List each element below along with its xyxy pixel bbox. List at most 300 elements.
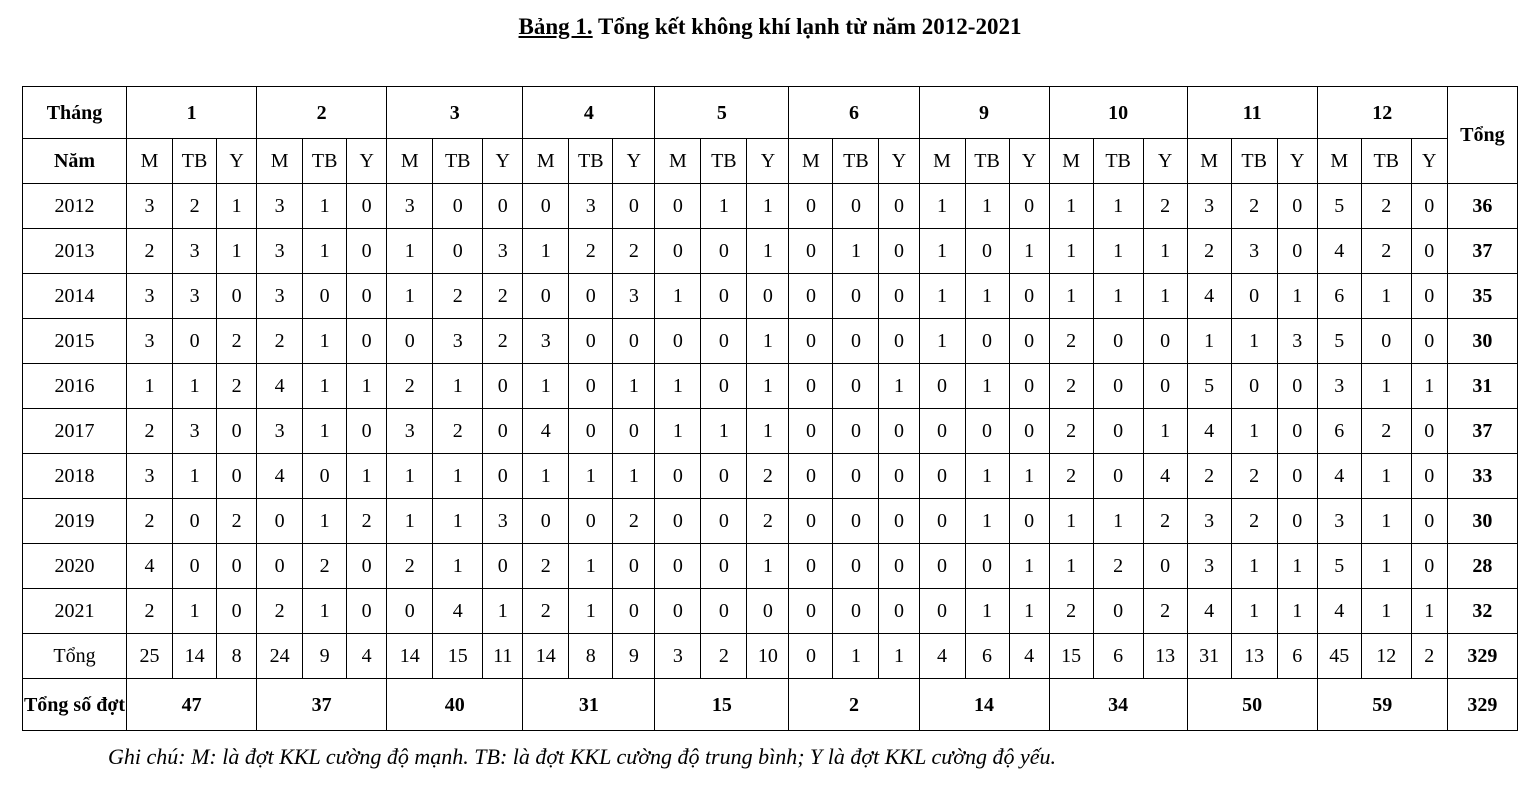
header-row-months [23, 87, 1518, 139]
count-cell: 2 [1361, 409, 1411, 454]
count-cell: 0 [569, 409, 613, 454]
month-count-cell: 37 [257, 679, 387, 731]
count-cell: 0 [747, 274, 789, 319]
sum-cell: 45 [1317, 634, 1361, 679]
sum-cell: 25 [127, 634, 173, 679]
count-cell: 0 [789, 184, 833, 229]
table-row [23, 364, 1518, 409]
sum-cell: 11 [483, 634, 523, 679]
count-cell: 4 [127, 544, 173, 589]
count-cell: 3 [387, 184, 433, 229]
intensity-sub-header: M [127, 139, 173, 184]
month-col-header: 12 [1317, 87, 1447, 139]
count-cell: 2 [433, 409, 483, 454]
count-cell: 0 [655, 319, 701, 364]
count-cell: 3 [127, 454, 173, 499]
count-cell: 3 [257, 274, 303, 319]
month-count-cell: 59 [1317, 679, 1447, 731]
caption-title: Tổng kết không khí lạnh từ năm 2012-2021 [592, 14, 1022, 39]
count-cell: 1 [747, 229, 789, 274]
month-count-cell: 50 [1187, 679, 1317, 731]
count-cell: 2 [387, 544, 433, 589]
sum-cell: 1 [879, 634, 919, 679]
intensity-sub-header: M [523, 139, 569, 184]
month-col-header: 6 [789, 87, 919, 139]
sum-cell: 6 [1277, 634, 1317, 679]
count-cell: 0 [833, 589, 879, 634]
count-cell: 0 [833, 274, 879, 319]
count-cell: 1 [1049, 184, 1093, 229]
count-cell: 1 [655, 364, 701, 409]
count-cell: 0 [569, 364, 613, 409]
count-cell: 1 [523, 454, 569, 499]
count-cell: 3 [173, 274, 217, 319]
count-cell: 1 [1231, 589, 1277, 634]
count-cell: 3 [613, 274, 655, 319]
count-cell: 1 [833, 229, 879, 274]
count-cell: 1 [1009, 454, 1049, 499]
count-cell: 2 [173, 184, 217, 229]
count-cell: 1 [433, 544, 483, 589]
count-cell: 0 [347, 274, 387, 319]
count-cell: 2 [127, 589, 173, 634]
year-cell: 2018 [23, 454, 127, 499]
count-cell: 1 [1411, 589, 1447, 634]
intensity-sub-header: Y [217, 139, 257, 184]
count-cell: 0 [217, 274, 257, 319]
count-cell: 2 [613, 229, 655, 274]
count-cell: 1 [1009, 229, 1049, 274]
count-cell: 1 [747, 319, 789, 364]
count-cell: 0 [1277, 499, 1317, 544]
row-total-cell: 30 [1447, 499, 1517, 544]
table-row [23, 229, 1518, 274]
count-cell: 0 [523, 184, 569, 229]
sum-cell: 10 [747, 634, 789, 679]
row-total-cell: 28 [1447, 544, 1517, 589]
intensity-sub-header: TB [965, 139, 1009, 184]
count-cell: 3 [1317, 499, 1361, 544]
count-cell: 0 [701, 229, 747, 274]
count-cell: 0 [613, 409, 655, 454]
count-cell: 2 [1049, 319, 1093, 364]
count-cell: 1 [965, 364, 1009, 409]
count-cell: 0 [655, 499, 701, 544]
count-cell: 1 [1143, 229, 1187, 274]
sum-cell: 2 [701, 634, 747, 679]
count-cell: 0 [833, 184, 879, 229]
count-row [23, 679, 1518, 731]
year-cell: 2020 [23, 544, 127, 589]
month-count-cell: 47 [127, 679, 257, 731]
sum-cell: 6 [965, 634, 1009, 679]
count-cell: 1 [173, 454, 217, 499]
count-cell: 0 [1093, 409, 1143, 454]
count-cell: 1 [919, 319, 965, 364]
count-cell: 1 [1049, 544, 1093, 589]
count-cell: 0 [833, 499, 879, 544]
intensity-sub-header: TB [1361, 139, 1411, 184]
month-header: Tháng [23, 87, 127, 139]
year-cell: 2012 [23, 184, 127, 229]
count-cell: 3 [483, 229, 523, 274]
sum-cell: 8 [569, 634, 613, 679]
count-cell: 5 [1317, 544, 1361, 589]
count-cell: 0 [433, 229, 483, 274]
count-cell: 1 [387, 229, 433, 274]
count-cell: 0 [217, 544, 257, 589]
year-cell: 2019 [23, 499, 127, 544]
sum-cell: 24 [257, 634, 303, 679]
sum-total-cell: 329 [1447, 634, 1517, 679]
count-cell: 0 [879, 499, 919, 544]
count-cell: 0 [483, 409, 523, 454]
count-cell: 0 [483, 364, 523, 409]
count-cell: 0 [1361, 319, 1411, 364]
count-cell: 2 [1049, 454, 1093, 499]
count-cell: 2 [1049, 364, 1093, 409]
count-cell: 1 [1277, 589, 1317, 634]
count-cell: 0 [789, 454, 833, 499]
count-cell: 0 [569, 274, 613, 319]
sum-cell: 4 [347, 634, 387, 679]
row-total-cell: 37 [1447, 229, 1517, 274]
count-cell: 0 [257, 499, 303, 544]
count-cell: 2 [1143, 184, 1187, 229]
count-cell: 1 [879, 364, 919, 409]
count-cell: 1 [1361, 274, 1411, 319]
count-cell: 2 [613, 499, 655, 544]
count-cell: 0 [1411, 274, 1447, 319]
count-cell: 0 [1009, 499, 1049, 544]
count-cell: 0 [965, 409, 1009, 454]
month-col-header: 4 [523, 87, 655, 139]
year-header: Năm [23, 139, 127, 184]
count-cell: 0 [1231, 274, 1277, 319]
year-cell: 2015 [23, 319, 127, 364]
count-cell: 4 [1143, 454, 1187, 499]
count-cell: 3 [173, 409, 217, 454]
count-cell: 2 [1231, 184, 1277, 229]
count-cell: 1 [387, 454, 433, 499]
year-cell: 2013 [23, 229, 127, 274]
count-cell: 0 [1143, 364, 1187, 409]
count-cell: 1 [919, 184, 965, 229]
count-cell: 2 [217, 319, 257, 364]
count-cell: 1 [433, 454, 483, 499]
count-cell: 0 [257, 544, 303, 589]
intensity-sub-header: Y [347, 139, 387, 184]
count-cell: 0 [965, 319, 1009, 364]
count-row-label: Tổng số đợt [23, 679, 127, 731]
count-cell: 2 [217, 364, 257, 409]
count-cell: 0 [523, 499, 569, 544]
count-cell: 1 [303, 184, 347, 229]
count-cell: 0 [613, 319, 655, 364]
count-cell: 4 [1187, 274, 1231, 319]
intensity-sub-header: M [655, 139, 701, 184]
count-cell: 0 [1093, 589, 1143, 634]
sum-cell: 15 [1049, 634, 1093, 679]
count-cell: 1 [433, 499, 483, 544]
count-cell: 1 [1009, 544, 1049, 589]
count-cell: 2 [127, 409, 173, 454]
month-count-cell: 14 [919, 679, 1049, 731]
month-col-header: 5 [655, 87, 789, 139]
count-cell: 2 [433, 274, 483, 319]
count-cell: 0 [1093, 364, 1143, 409]
count-cell: 0 [1411, 229, 1447, 274]
count-cell: 4 [257, 454, 303, 499]
count-cell: 0 [217, 409, 257, 454]
count-cell: 2 [1093, 544, 1143, 589]
count-cell: 1 [1231, 409, 1277, 454]
count-cell: 2 [747, 499, 789, 544]
count-cell: 0 [613, 184, 655, 229]
row-total-cell: 35 [1447, 274, 1517, 319]
count-cell: 0 [483, 184, 523, 229]
count-cell: 3 [1187, 544, 1231, 589]
count-cell: 0 [483, 454, 523, 499]
count-cell: 2 [1187, 454, 1231, 499]
count-cell: 0 [701, 499, 747, 544]
count-cell: 1 [1009, 589, 1049, 634]
count-cell: 4 [1187, 409, 1231, 454]
cold-air-summary-table [22, 86, 1518, 731]
row-total-cell: 37 [1447, 409, 1517, 454]
count-cell: 1 [217, 184, 257, 229]
count-cell: 1 [127, 364, 173, 409]
count-cell: 0 [919, 499, 965, 544]
count-cell: 0 [1411, 454, 1447, 499]
count-cell: 0 [789, 499, 833, 544]
count-cell: 1 [173, 589, 217, 634]
count-cell: 1 [1277, 544, 1317, 589]
count-cell: 0 [1009, 364, 1049, 409]
count-cell: 1 [303, 499, 347, 544]
count-cell: 3 [483, 499, 523, 544]
count-cell: 3 [257, 409, 303, 454]
count-cell: 0 [483, 544, 523, 589]
count-cell: 1 [965, 184, 1009, 229]
year-cell: 2017 [23, 409, 127, 454]
count-cell: 2 [1361, 184, 1411, 229]
row-total-cell: 36 [1447, 184, 1517, 229]
sum-cell: 9 [613, 634, 655, 679]
count-cell: 1 [1361, 364, 1411, 409]
count-cell: 1 [965, 454, 1009, 499]
count-cell: 3 [127, 184, 173, 229]
count-cell: 1 [1231, 544, 1277, 589]
sum-cell: 31 [1187, 634, 1231, 679]
count-cell: 0 [789, 544, 833, 589]
header-row-intensity [23, 139, 1518, 184]
sum-cell: 4 [919, 634, 965, 679]
count-cell: 0 [701, 544, 747, 589]
count-cell: 1 [483, 589, 523, 634]
intensity-sub-header: M [387, 139, 433, 184]
sum-cell: 4 [1009, 634, 1049, 679]
count-cell: 0 [879, 229, 919, 274]
intensity-sub-header: M [257, 139, 303, 184]
count-cell: 0 [701, 319, 747, 364]
sum-row-label: Tổng [23, 634, 127, 679]
row-total-cell: 33 [1447, 454, 1517, 499]
count-cell: 0 [919, 409, 965, 454]
row-total-cell: 32 [1447, 589, 1517, 634]
table-row [23, 184, 1518, 229]
count-cell: 0 [919, 454, 965, 499]
intensity-sub-header: M [1187, 139, 1231, 184]
intensity-sub-header: TB [569, 139, 613, 184]
count-cell: 1 [919, 274, 965, 319]
count-cell: 0 [347, 229, 387, 274]
intensity-sub-header: TB [173, 139, 217, 184]
intensity-sub-header: M [919, 139, 965, 184]
month-col-header: 9 [919, 87, 1049, 139]
count-cell: 0 [1411, 319, 1447, 364]
row-total-cell: 31 [1447, 364, 1517, 409]
year-cell: 2021 [23, 589, 127, 634]
table-note: Ghi chú: M: là đợt KKL cường độ mạnh. TB: là đợt KKL cường độ trung bình; Y là đợt KKL cường độ yếu. [108, 744, 1056, 769]
intensity-sub-header: Y [879, 139, 919, 184]
count-cell: 0 [1411, 499, 1447, 544]
count-cell: 2 [1049, 589, 1093, 634]
intensity-sub-header: Y [747, 139, 789, 184]
intensity-sub-header: M [789, 139, 833, 184]
count-cell: 0 [1277, 229, 1317, 274]
count-cell: 3 [569, 184, 613, 229]
count-cell: 4 [1317, 229, 1361, 274]
sum-cell: 14 [387, 634, 433, 679]
sum-cell: 14 [523, 634, 569, 679]
count-cell: 2 [387, 364, 433, 409]
count-cell: 0 [879, 409, 919, 454]
count-cell: 0 [789, 229, 833, 274]
count-cell: 0 [833, 544, 879, 589]
count-cell: 1 [523, 364, 569, 409]
count-cell: 0 [701, 364, 747, 409]
count-cell: 0 [303, 454, 347, 499]
count-cell: 0 [347, 544, 387, 589]
count-cell: 1 [965, 499, 1009, 544]
count-cell: 3 [127, 319, 173, 364]
count-cell: 1 [919, 229, 965, 274]
count-cell: 0 [701, 274, 747, 319]
count-cell: 0 [173, 319, 217, 364]
intensity-sub-header: Y [1009, 139, 1049, 184]
count-cell: 0 [919, 544, 965, 589]
intensity-sub-header: TB [303, 139, 347, 184]
count-cell: 1 [387, 499, 433, 544]
count-cell: 0 [789, 319, 833, 364]
sum-cell: 13 [1143, 634, 1187, 679]
count-cell: 0 [655, 589, 701, 634]
count-cell: 0 [1009, 319, 1049, 364]
table-caption [0, 12, 1540, 42]
count-cell: 0 [569, 499, 613, 544]
intensity-sub-header: Y [1143, 139, 1187, 184]
count-cell: 0 [879, 274, 919, 319]
count-cell: 1 [1049, 229, 1093, 274]
intensity-sub-header: TB [1093, 139, 1143, 184]
count-cell: 0 [1411, 184, 1447, 229]
count-cell: 1 [1411, 364, 1447, 409]
intensity-sub-header: Y [483, 139, 523, 184]
count-cell: 6 [1317, 409, 1361, 454]
count-cell: 2 [1049, 409, 1093, 454]
count-cell: 1 [655, 274, 701, 319]
count-cell: 0 [347, 409, 387, 454]
row-total-cell: 30 [1447, 319, 1517, 364]
caption-label: Bảng 1. [518, 14, 593, 39]
intensity-sub-header: M [1317, 139, 1361, 184]
count-cell: 0 [833, 454, 879, 499]
count-cell: 1 [433, 364, 483, 409]
count-cell: 0 [1231, 364, 1277, 409]
intensity-sub-header: Y [1277, 139, 1317, 184]
count-cell: 4 [523, 409, 569, 454]
count-cell: 0 [1009, 184, 1049, 229]
count-total-cell: 329 [1447, 679, 1517, 731]
count-cell: 0 [217, 589, 257, 634]
count-cell: 1 [303, 229, 347, 274]
sum-cell: 13 [1231, 634, 1277, 679]
sum-cell: 14 [173, 634, 217, 679]
count-cell: 0 [569, 319, 613, 364]
month-col-header: 2 [257, 87, 387, 139]
count-cell: 2 [303, 544, 347, 589]
year-cell: 2016 [23, 364, 127, 409]
count-cell: 1 [569, 544, 613, 589]
month-col-header: 10 [1049, 87, 1187, 139]
count-cell: 4 [433, 589, 483, 634]
count-cell: 0 [919, 589, 965, 634]
count-cell: 2 [1143, 589, 1187, 634]
sum-row [23, 634, 1518, 679]
count-cell: 0 [965, 229, 1009, 274]
count-cell: 2 [523, 589, 569, 634]
count-cell: 0 [1411, 409, 1447, 454]
count-cell: 0 [701, 454, 747, 499]
count-cell: 1 [347, 454, 387, 499]
count-cell: 5 [1317, 319, 1361, 364]
sum-cell: 8 [217, 634, 257, 679]
count-cell: 0 [789, 409, 833, 454]
count-cell: 2 [747, 454, 789, 499]
count-cell: 2 [127, 229, 173, 274]
count-cell: 0 [303, 274, 347, 319]
count-cell: 3 [433, 319, 483, 364]
month-col-header: 1 [127, 87, 257, 139]
total-col-header: Tổng [1447, 87, 1517, 184]
count-cell: 0 [789, 364, 833, 409]
count-cell: 0 [701, 589, 747, 634]
count-cell: 0 [1277, 184, 1317, 229]
count-cell: 1 [1361, 499, 1411, 544]
count-cell: 1 [387, 274, 433, 319]
count-cell: 1 [303, 364, 347, 409]
count-cell: 1 [613, 364, 655, 409]
count-cell: 1 [965, 589, 1009, 634]
sum-cell: 15 [433, 634, 483, 679]
intensity-sub-header: M [1049, 139, 1093, 184]
month-col-header: 3 [387, 87, 523, 139]
sum-cell: 1 [833, 634, 879, 679]
count-cell: 3 [1187, 184, 1231, 229]
count-cell: 2 [483, 319, 523, 364]
count-cell: 1 [569, 454, 613, 499]
